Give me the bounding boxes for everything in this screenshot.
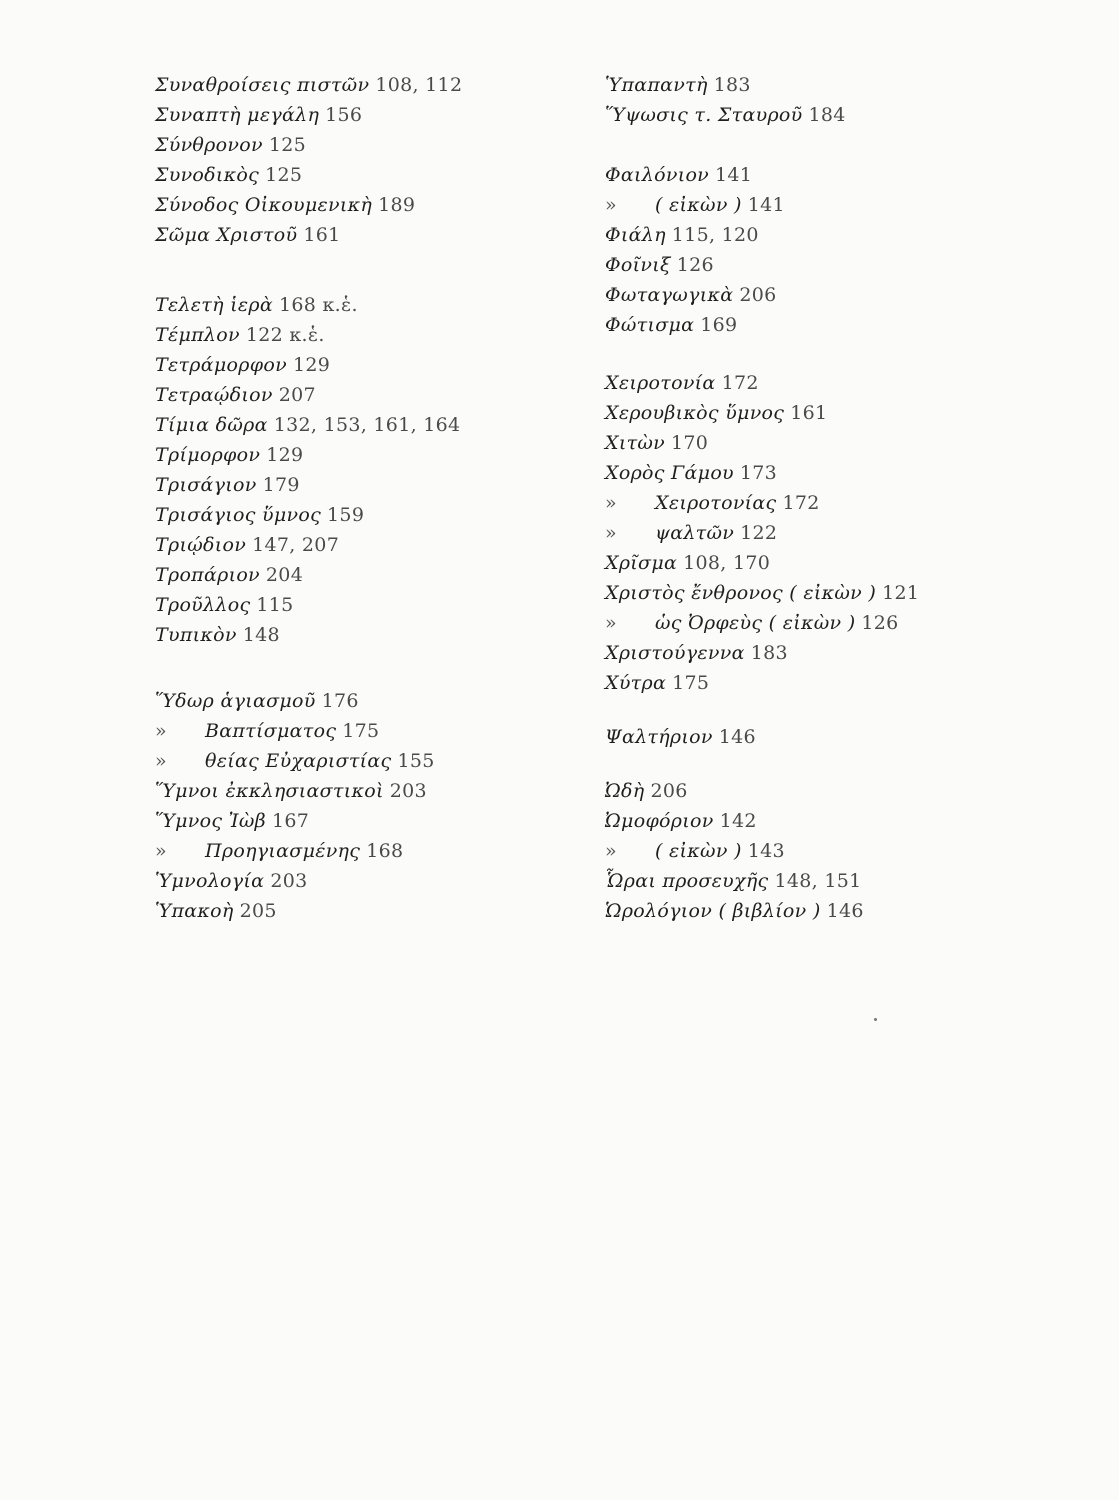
index-entry bbox=[155, 560, 575, 590]
index-entry bbox=[605, 100, 1085, 130]
index-pages: 155 bbox=[397, 750, 435, 772]
index-entry bbox=[605, 190, 1085, 220]
index-pages: 184 bbox=[808, 104, 846, 126]
index-pages: 205 bbox=[239, 900, 277, 922]
ditto-mark: » bbox=[605, 840, 617, 862]
index-term: Σῶμα Χριστοῦ bbox=[155, 224, 298, 246]
index-pages: 129 bbox=[266, 444, 304, 466]
index-group bbox=[155, 290, 575, 650]
index-entry bbox=[155, 380, 575, 410]
index-entry bbox=[155, 220, 575, 250]
index-term: Ὧραι προσευχῆς bbox=[605, 870, 769, 892]
index-pages: 121 bbox=[882, 582, 920, 604]
index-pages: 183 bbox=[750, 642, 788, 664]
index-entry bbox=[155, 350, 575, 380]
index-pages: 183 bbox=[713, 74, 751, 96]
index-term: Ψαλτήριον bbox=[605, 726, 713, 748]
stray-mark bbox=[874, 1018, 877, 1021]
index-pages: 172 bbox=[782, 492, 820, 514]
index-entry bbox=[155, 716, 575, 746]
index-entry bbox=[605, 160, 1085, 190]
index-term: θείας Εὐχαριστίας bbox=[205, 750, 392, 772]
index-group bbox=[605, 776, 1085, 926]
index-entry bbox=[605, 548, 1085, 578]
index-entry bbox=[605, 722, 1085, 752]
index-term: Συναπτὴ μεγάλη bbox=[155, 104, 320, 126]
index-column-left bbox=[155, 70, 575, 962]
index-entry bbox=[605, 428, 1085, 458]
index-pages: 141 bbox=[747, 194, 785, 216]
index-term: ( εἰκὼν ) bbox=[655, 194, 742, 216]
ditto-mark: » bbox=[605, 522, 617, 544]
index-term: Τριῴδιον bbox=[155, 534, 247, 556]
index-term: Χιτὼν bbox=[605, 432, 666, 454]
index-pages: 126 bbox=[676, 254, 714, 276]
index-entry bbox=[155, 686, 575, 716]
index-term: Τετραῴδιον bbox=[155, 384, 273, 406]
index-pages: 115 bbox=[256, 594, 294, 616]
index-term: Χειροτονία bbox=[605, 372, 716, 394]
index-term: Συνοδικὸς bbox=[155, 164, 260, 186]
index-term: Τρισάγιον bbox=[155, 474, 257, 496]
index-term: Σύνθρονον bbox=[155, 134, 263, 156]
index-term: ( εἰκὼν ) bbox=[655, 840, 742, 862]
index-pages: 161 bbox=[303, 224, 341, 246]
index-pages: 172 bbox=[721, 372, 759, 394]
index-entry bbox=[155, 100, 575, 130]
index-term: Χριστὸς ἔνθρονος ( εἰκὼν ) bbox=[605, 582, 877, 604]
index-group bbox=[605, 722, 1085, 752]
index-entry bbox=[605, 368, 1085, 398]
index-pages: 146 bbox=[718, 726, 756, 748]
index-pages: 173 bbox=[739, 462, 778, 484]
index-entry bbox=[155, 160, 575, 190]
index-term: Τετράμορφον bbox=[155, 354, 287, 376]
index-term: Προηγιασμένης bbox=[205, 840, 361, 862]
index-entry bbox=[605, 310, 1085, 340]
index-pages: 141 bbox=[715, 164, 753, 186]
index-term: Τυπικὸν bbox=[155, 624, 237, 646]
index-term: Χρῖσμα bbox=[605, 552, 678, 574]
index-term: Ὑπαπαντὴ bbox=[605, 74, 708, 96]
index-pages: 175 bbox=[672, 672, 710, 694]
index-pages: 115, 120 bbox=[671, 224, 759, 246]
index-term: Χριστούγεννα bbox=[605, 642, 745, 664]
ditto-mark: » bbox=[605, 612, 617, 634]
index-entry bbox=[605, 70, 1085, 100]
index-pages: 170 bbox=[671, 432, 709, 454]
index-term: Ὡρολόγιον ( βιβλίον ) bbox=[605, 900, 821, 922]
index-pages: 108, 170 bbox=[683, 552, 771, 574]
index-term: Τρίμορφον bbox=[155, 444, 261, 466]
index-group bbox=[605, 70, 1085, 130]
index-pages: 143 bbox=[747, 840, 785, 862]
index-term: Χερουβικὸς ὕμνος bbox=[605, 402, 785, 424]
index-term: Βαπτίσματος bbox=[205, 720, 337, 742]
index-pages: 126 bbox=[861, 612, 899, 634]
index-pages: 148, 151 bbox=[774, 870, 862, 892]
index-entry bbox=[605, 488, 1085, 518]
index-pages: 176 bbox=[321, 690, 359, 712]
index-entry bbox=[155, 530, 575, 560]
index-pages: 167 bbox=[271, 810, 310, 832]
index-pages: 189 bbox=[378, 194, 416, 216]
index-term: Τέμπλον bbox=[155, 324, 240, 346]
index-entry bbox=[605, 280, 1085, 310]
index-term: Φαιλόνιον bbox=[605, 164, 710, 186]
index-entry bbox=[155, 410, 575, 440]
index-term: Ὕψωσις τ. Σταυροῦ bbox=[605, 104, 803, 126]
index-term: Ὕμνος Ἰὼβ bbox=[155, 810, 266, 832]
index-pages: 125 bbox=[265, 164, 303, 186]
ditto-mark: » bbox=[605, 194, 617, 216]
index-entry bbox=[155, 130, 575, 160]
index-entry bbox=[155, 590, 575, 620]
index-term: Χορὸς Γάμου bbox=[605, 462, 734, 484]
index-entry bbox=[605, 668, 1085, 698]
index-entry bbox=[605, 578, 1085, 608]
index-entry bbox=[605, 250, 1085, 280]
index-term: Τελετὴ ἱερὰ bbox=[155, 294, 273, 316]
index-pages: 161 bbox=[790, 402, 828, 424]
index-term: Ὑμνολογία bbox=[155, 870, 265, 892]
index-pages: 146 bbox=[826, 900, 864, 922]
index-entry bbox=[155, 776, 575, 806]
index-pages: 204 bbox=[265, 564, 304, 586]
index-pages: 142 bbox=[719, 810, 757, 832]
index-term: ὡς Ὀρφεὺς ( εἰκὼν ) bbox=[655, 612, 856, 634]
index-group bbox=[155, 70, 575, 250]
index-entry bbox=[155, 746, 575, 776]
index-term: Σύνοδος Οἰκουμενικὴ bbox=[155, 194, 373, 216]
index-pages: 206 bbox=[650, 780, 688, 802]
index-pages: 132, 153, 161, 164 bbox=[273, 414, 461, 436]
index-pages: 168 bbox=[366, 840, 404, 862]
index-pages: 159 bbox=[327, 504, 365, 526]
index-entry bbox=[605, 866, 1085, 896]
index-entry bbox=[155, 440, 575, 470]
index-entry bbox=[155, 896, 575, 926]
index-entry bbox=[155, 70, 575, 100]
index-pages: 206 bbox=[739, 284, 777, 306]
index-entry bbox=[605, 608, 1085, 638]
index-entry bbox=[155, 620, 575, 650]
index-entry bbox=[155, 806, 575, 836]
index-pages: 175 bbox=[342, 720, 380, 742]
index-pages: 125 bbox=[268, 134, 306, 156]
ditto-mark: » bbox=[155, 720, 167, 742]
index-term: Τροπάριον bbox=[155, 564, 260, 586]
index-term: Ὕδωρ ἁγιασμοῦ bbox=[155, 690, 316, 712]
index-entry bbox=[155, 190, 575, 220]
index-term: ψαλτῶν bbox=[655, 522, 735, 544]
index-group bbox=[605, 368, 1085, 698]
index-pages: 169 bbox=[700, 314, 738, 336]
index-entry bbox=[155, 866, 575, 896]
index-pages: 122 κ.ἑ. bbox=[245, 324, 325, 346]
index-entry bbox=[605, 220, 1085, 250]
index-pages: 179 bbox=[262, 474, 300, 496]
index-pages: 156 bbox=[325, 104, 363, 126]
index-term: Ὕμνοι ἐκκλησιαστικοὶ bbox=[155, 780, 384, 802]
index-pages: 168 κ.ἑ. bbox=[279, 294, 358, 316]
index-entry bbox=[155, 836, 575, 866]
index-group bbox=[605, 160, 1085, 340]
index-term: Χύτρα bbox=[605, 672, 667, 694]
index-term: Ὠδὴ bbox=[605, 780, 645, 802]
index-entry bbox=[155, 500, 575, 530]
index-entry bbox=[605, 518, 1085, 548]
index-group bbox=[155, 686, 575, 926]
index-entry bbox=[605, 638, 1085, 668]
index-entry bbox=[605, 806, 1085, 836]
index-pages: 147, 207 bbox=[252, 534, 340, 556]
index-term: Ὠμοφόριον bbox=[605, 810, 714, 832]
index-term: Φώτισμα bbox=[605, 314, 695, 336]
index-pages: 129 bbox=[292, 354, 331, 376]
ditto-mark: » bbox=[155, 840, 167, 862]
index-term: Χειροτονίας bbox=[655, 492, 777, 514]
index-entry bbox=[605, 458, 1085, 488]
index-entry bbox=[605, 398, 1085, 428]
index-entry bbox=[605, 776, 1085, 806]
index-term: Ὑπακοὴ bbox=[155, 900, 234, 922]
index-pages: 203 bbox=[270, 870, 308, 892]
index-entry bbox=[605, 836, 1085, 866]
ditto-mark: » bbox=[155, 750, 167, 772]
index-pages: 148 bbox=[242, 624, 280, 646]
ditto-mark: » bbox=[605, 492, 617, 514]
index-entry bbox=[155, 320, 575, 350]
index-term: Φοῖνιξ bbox=[605, 254, 671, 276]
index-pages: 203 bbox=[389, 780, 427, 802]
index-term: Τροῦλλος bbox=[155, 594, 251, 616]
index-entry bbox=[605, 896, 1085, 926]
index-term: Φιάλη bbox=[605, 224, 666, 246]
index-pages: 108, 112 bbox=[375, 74, 463, 96]
index-term: Φωταγωγικὰ bbox=[605, 284, 734, 306]
index-term: Τρισάγιος ὕμνος bbox=[155, 504, 322, 526]
index-term: Τίμια δῶρα bbox=[155, 414, 268, 436]
index-term: Συναθροίσεις πιστῶν bbox=[155, 74, 370, 96]
index-entry bbox=[155, 290, 575, 320]
index-entry bbox=[155, 470, 575, 500]
index-column-right bbox=[605, 70, 1085, 962]
index-pages: 122 bbox=[740, 522, 778, 544]
index-pages: 207 bbox=[278, 384, 316, 406]
